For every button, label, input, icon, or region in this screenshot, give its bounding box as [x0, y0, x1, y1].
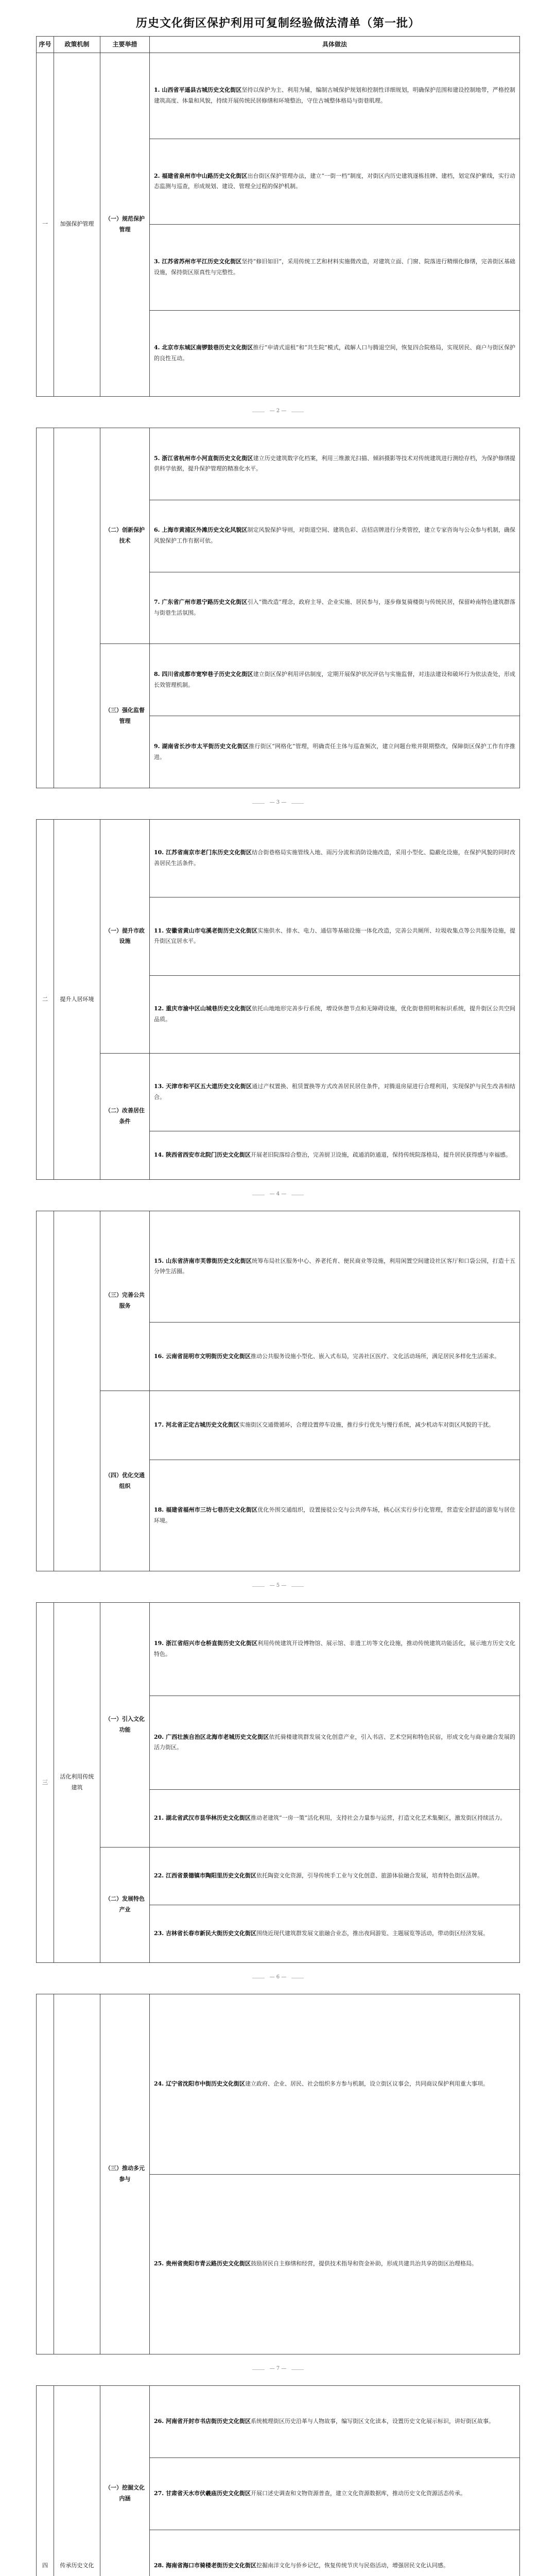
row-detail [150, 139, 520, 225]
case-title: 5. 浙江省杭州市小河直街历史文化街区 [154, 454, 253, 462]
row-category [54, 1211, 100, 1571]
case-text: 鼓励居民自主修缮和经营，提供技术指导和资金补助，形成共建共治共享的街区治理格局。 [250, 2260, 477, 2267]
row-subcategory: （四）优化交通组织 [100, 1391, 150, 1571]
case-text: 依托骑楼建筑群发展文化创意产业，引入书店、艺术空间和特色民宿，形成文化与商业融合发展的活力街区。 [154, 1733, 515, 1751]
case-text: 利用传统建筑开设博物馆、展示馆、非遗工坊等文化设施，推动传统建筑功能活化，展示地方历史文化特色。 [154, 1640, 516, 1658]
row-detail [150, 644, 520, 716]
case-text: 围绕近现代建筑群发展文旅融合业态，推出夜间游览、主题展览等活动，带动街区经济发展。 [256, 1929, 489, 1937]
table-row [37, 1211, 520, 1323]
page-number [36, 2366, 520, 2371]
row-number [37, 1994, 54, 2354]
row-detail [150, 1391, 520, 1460]
row-detail [150, 1905, 520, 1962]
page-number-text: — 7 — [265, 2366, 292, 2371]
page-number [36, 800, 520, 805]
case-item [154, 1256, 515, 1278]
case-item [154, 1871, 515, 1882]
page-number-text: — 6 — [265, 1974, 292, 1980]
list-table [36, 1994, 520, 2354]
case-item [154, 2561, 515, 2571]
case-text: 建立政府、企业、居民、社会组织多方参与机制，设立街区议事会，共同商议保护利用重大事项。 [245, 2080, 489, 2087]
case-title: 23. 吉林省长春市新民大街历史文化街区 [154, 1929, 256, 1937]
case-text: 出台街区保护管理办法，建立“一街一档”制度，对街区内历史建筑逐栋挂牌、建档，划定保护紫线，实行动态监测与巡查，形成规划、建设、管理全过程的保护机制。 [154, 172, 516, 190]
row-number: 四 [37, 2386, 54, 2576]
page-number [36, 1191, 520, 1197]
case-title: 10. 江苏省南京市老门东历史文化街区 [154, 849, 252, 856]
case-text: 挖掘南洋文化与侨乡记忆，恢复传统节庆与民俗活动，增强居民文化认同感。 [256, 2562, 449, 2569]
row-detail [150, 2458, 520, 2530]
case-text: 建立街区保护利用评估制度，定期开展保护状况评估与实施监督，对违法建设和破坏行为依法查处，形成长效管理机制。 [154, 670, 516, 688]
row-detail [150, 975, 520, 1053]
row-number [37, 1211, 54, 1571]
case-title: 12. 重庆市渝中区山城巷历史文化街区 [154, 1005, 252, 1012]
case-title: 27. 甘肃省天水市伏羲庙历史文化街区 [154, 2489, 251, 2497]
case-text: 通过产权置换、租赁置换等方式改善居民居住条件，对腾退房屋进行合理利用，实现保护与民生改善相结合。 [154, 1083, 515, 1101]
case-item [154, 2259, 515, 2269]
case-text: 实施街区交通微循环，合理设置停车设施，推行步行优先与慢行系统，减少机动车对街区风貌的干扰。 [239, 1421, 494, 1429]
table-row [37, 1053, 520, 1131]
header-subcategory: 主要举措 [100, 37, 150, 53]
case-item [154, 597, 515, 619]
list-table [36, 428, 520, 788]
case-title: 25. 贵州省贵阳市青云路历史文化街区 [154, 2260, 251, 2267]
row-detail [150, 716, 520, 788]
row-subcategory: （一）规范保护管理 [100, 53, 150, 396]
row-category: 提升人居环境 [54, 820, 100, 1180]
case-title: 16. 云南省昆明市文明街历史文化街区 [154, 1352, 251, 1360]
row-detail [150, 1211, 520, 1323]
case-text: 统筹布局社区服务中心、养老托育、便民商业等设施，利用闲置空间建设社区客厅和口袋公园，打造十五分钟生活圈。 [154, 1257, 515, 1275]
case-item [154, 1732, 515, 1754]
case-title: 22. 江西省景德镇市陶阳里历史文化街区 [154, 1872, 256, 1879]
table-row [37, 644, 520, 716]
row-category: 传承历史文化 [54, 2386, 100, 2576]
case-text: 推行“申请式退租”和“共生院”模式，疏解人口与腾退空间，恢复四合院格局，实现居民、商户与街区保护的良性互动。 [154, 344, 516, 362]
row-subcategory: （一）引入文化功能 [100, 1603, 150, 1848]
row-number: 三 [37, 1603, 54, 1963]
header-category: 政策机制 [54, 37, 100, 53]
page-number [36, 1974, 520, 1980]
row-detail [150, 2530, 520, 2576]
case-item [154, 1004, 515, 1025]
page-number-text: — 2 — [265, 408, 292, 414]
table-row [37, 820, 520, 897]
row-category [54, 428, 100, 788]
case-item [154, 2416, 515, 2427]
document-title: 历史文化街区保护利用可复制经验做法清单（第一批） [135, 16, 420, 30]
case-item [154, 926, 515, 947]
row-detail [150, 1994, 520, 2175]
case-title: 14. 陕西省西安市北院门历史文化街区 [154, 1151, 251, 1159]
row-detail [150, 897, 520, 975]
row-detail [150, 820, 520, 897]
case-item [154, 741, 515, 763]
row-number: 一 [37, 53, 54, 396]
page-break [36, 397, 520, 428]
case-text: 依托山地地形完善步行系统，增设休憩节点和无障碍设施，优化街巷照明和标识系统，提升街区公共空间品质。 [154, 1005, 515, 1023]
case-title: 15. 山东省济南市芙蓉街历史文化街区 [154, 1257, 252, 1264]
case-item [154, 1150, 515, 1161]
row-detail [150, 2386, 520, 2458]
page-number [36, 1583, 520, 1588]
case-item [154, 1351, 515, 1362]
case-item [154, 1928, 515, 1939]
list-table [36, 36, 520, 397]
row-detail [150, 2174, 520, 2354]
page-break [36, 1963, 520, 1994]
case-item [154, 1638, 515, 1660]
case-item [154, 85, 515, 107]
table-row [37, 1603, 520, 1696]
row-subcategory: （三）强化监督管理 [100, 644, 150, 788]
table-row [37, 2386, 520, 2458]
case-text: 开展口述史调查和文物资源普查，建立文化资源数据库，推动历史文化资源活态传承。 [250, 2489, 466, 2497]
table-row [37, 1994, 520, 2175]
page-break [36, 1180, 520, 1211]
case-title: 8. 四川省成都市宽窄巷子历史文化街区 [154, 670, 253, 677]
case-text: 依托陶瓷文化资源，引导传统手工业与文化创意、旅游体验融合发展，培育特色街区品牌。 [256, 1872, 483, 1879]
case-text: 开展老旧院落综合整治，完善厨卫设施，疏通消防通道，保持传统院落格局，提升居民获得感与幸福感。 [250, 1151, 511, 1159]
case-title: 21. 湖北省武汉市昙华林历史文化街区 [154, 1814, 251, 1821]
table-header-row [37, 37, 520, 53]
case-title: 20. 广西壮族自治区北海市老城历史文化街区 [154, 1733, 269, 1740]
case-item [154, 1813, 515, 1824]
case-text: 系统梳理街区历史沿革与人物故事，编写街区文化读本，设置历史文化展示标识，讲好街区故事。 [250, 2417, 494, 2425]
row-detail [150, 225, 520, 311]
row-detail [150, 1789, 520, 1847]
row-category: 加强保护管理 [54, 53, 100, 396]
case-title: 26. 河南省开封市书店街历史文化街区 [154, 2417, 251, 2425]
case-item [154, 669, 515, 691]
row-category [54, 1994, 100, 2354]
row-number [37, 428, 54, 788]
case-title: 1. 山西省平遥县古城历史文化街区 [154, 86, 242, 93]
case-text: 坚持“修旧如旧”，采用传统工艺和材料实施微改造，对建筑立面、门窗、院落进行精细化修缮，完善街区基础设施，保持街区原真性与完整性。 [154, 258, 515, 276]
case-text: 推动公共服务设施小型化、嵌入式布局，完善社区医疗、文化活动场所，满足居民多样化生活需求。 [250, 1352, 500, 1360]
case-title: 17. 河北省正定古城历史文化街区 [154, 1421, 239, 1429]
case-text: 优化外围交通组织，设置接驳公交与公共停车场，核心区实行步行化管理，营造安全舒适的游览与居住环境。 [154, 1506, 516, 1524]
case-item [154, 171, 515, 193]
case-text: 结合街巷格局实施管线入地、雨污分流和消防设施改造，采用小型化、隐蔽化设施，在保护风貌的同时改善居民生活条件。 [154, 849, 515, 867]
case-item [154, 1505, 515, 1527]
row-subcategory: （一）提升市政设施 [100, 820, 150, 1054]
row-detail [150, 1460, 520, 1571]
case-text: 推行街区“网格化”管理，明确责任主体与巡查频次，建立问题台账并限期整改，保障街区保护工作有序推进。 [154, 742, 515, 760]
case-text: 坚持以保护为主、利用为辅，编制古城保护规划和控制性详细规划，明确保护范围和建设控制地带，严格控制建筑高度、体量和风貌，持续开展传统民居修缮和环境整治，守住古城整体格局与街巷肌理。 [154, 86, 516, 104]
case-title: 13. 天津市和平区五大道历史文化街区 [154, 1083, 252, 1090]
row-detail [150, 1322, 520, 1391]
row-subcategory: （二）发展特色产业 [100, 1847, 150, 1962]
case-title: 19. 浙江省绍兴市仓桥直街历史文化街区 [154, 1640, 258, 1647]
case-title: 7. 广东省广州市恩宁路历史文化街区 [154, 599, 248, 606]
table-row [37, 1391, 520, 1460]
case-text: 建立历史建筑数字化档案，利用三维激光扫描、倾斜摄影等技术对传统建筑进行测绘存档，为保护修缮提供科学依据，提升保护管理的精准化水平。 [154, 454, 516, 472]
page-number [36, 408, 520, 414]
row-detail [150, 1847, 520, 1905]
row-subcategory: （二）改善居住条件 [100, 1053, 150, 1179]
row-subcategory: （二）创新保护技术 [100, 428, 150, 644]
case-item [154, 1081, 515, 1103]
case-item [154, 848, 515, 869]
list-table [36, 2385, 520, 2576]
case-item [154, 2079, 515, 2090]
row-detail [150, 572, 520, 644]
row-number: 二 [37, 820, 54, 1180]
row-detail [150, 1131, 520, 1180]
page-break [36, 2354, 520, 2385]
case-text: 推动老建筑“一房一策”活化利用，支持社会力量参与运营，打造文化艺术集聚区，激发街区持续活力。 [250, 1814, 506, 1821]
case-item [154, 525, 515, 547]
case-item [154, 1420, 515, 1431]
page-break [36, 1571, 520, 1602]
case-title: 28. 海南省海口市骑楼老街历史文化街区 [154, 2562, 256, 2569]
case-item [154, 453, 515, 475]
row-category: 活化利用传统建筑 [54, 1603, 100, 1963]
case-title: 11. 安徽省黄山市屯溪老街历史文化街区 [154, 927, 258, 934]
list-table [36, 1602, 520, 1963]
case-title: 2. 福建省泉州市中山路历史文化街区 [154, 172, 248, 179]
row-detail [150, 500, 520, 572]
list-table [36, 819, 520, 1180]
case-item [154, 343, 515, 364]
row-detail [150, 1603, 520, 1696]
case-item [154, 257, 515, 278]
row-detail [150, 1053, 520, 1131]
table-row [37, 1847, 520, 1905]
case-text: 引入“微改造”理念，政府主导、企业实施、居民参与，逐步修复骑楼街与传统民居，保留岭南特色建筑群落与街巷生活氛围。 [154, 599, 516, 616]
case-item [154, 2488, 515, 2499]
case-text: 制定风貌保护导则，对街道空间、建筑色彩、店招店牌进行分类管控，建立专家咨询与公众参与机制，确保风貌保护工作有据可依。 [154, 527, 516, 545]
case-title: 24. 辽宁省沈阳市中街历史文化街区 [154, 2080, 245, 2087]
row-detail [150, 428, 520, 500]
page-break [36, 788, 520, 819]
page-number-text: — 4 — [265, 1191, 292, 1197]
row-subcategory: （三）推动多元参与 [100, 1994, 150, 2354]
row-subcategory: （三）完善公共服务 [100, 1211, 150, 1391]
row-detail [150, 1696, 520, 1789]
row-subcategory: （一）挖掘文化内涵 [100, 2386, 150, 2576]
document-body [36, 36, 520, 2576]
case-title: 18. 福建省福州市三坊七巷历史文化街区 [154, 1506, 258, 1513]
row-detail [150, 53, 520, 139]
case-title: 6. 上海市黄浦区外滩历史文化风貌区 [154, 527, 248, 534]
header-no: 序号 [37, 37, 54, 53]
case-title: 4. 北京市东城区南锣鼓巷历史文化街区 [154, 344, 253, 351]
case-text: 实施供水、排水、电力、通信等基础设施一体化改造，完善公共厕所、垃圾收集点等公共服务设施，提升街区宜居水平。 [154, 927, 516, 945]
page-number-text: — 5 — [265, 1583, 292, 1588]
table-row [37, 428, 520, 500]
page-number-text: — 3 — [265, 800, 292, 805]
header-detail: 具体做法 [150, 37, 520, 53]
case-title: 9. 湖南省长沙市太平街历史文化街区 [154, 742, 249, 750]
list-table [36, 1211, 520, 1571]
case-title: 3. 江苏省苏州市平江历史文化街区 [154, 258, 242, 265]
table-row [37, 53, 520, 139]
row-detail [150, 311, 520, 397]
